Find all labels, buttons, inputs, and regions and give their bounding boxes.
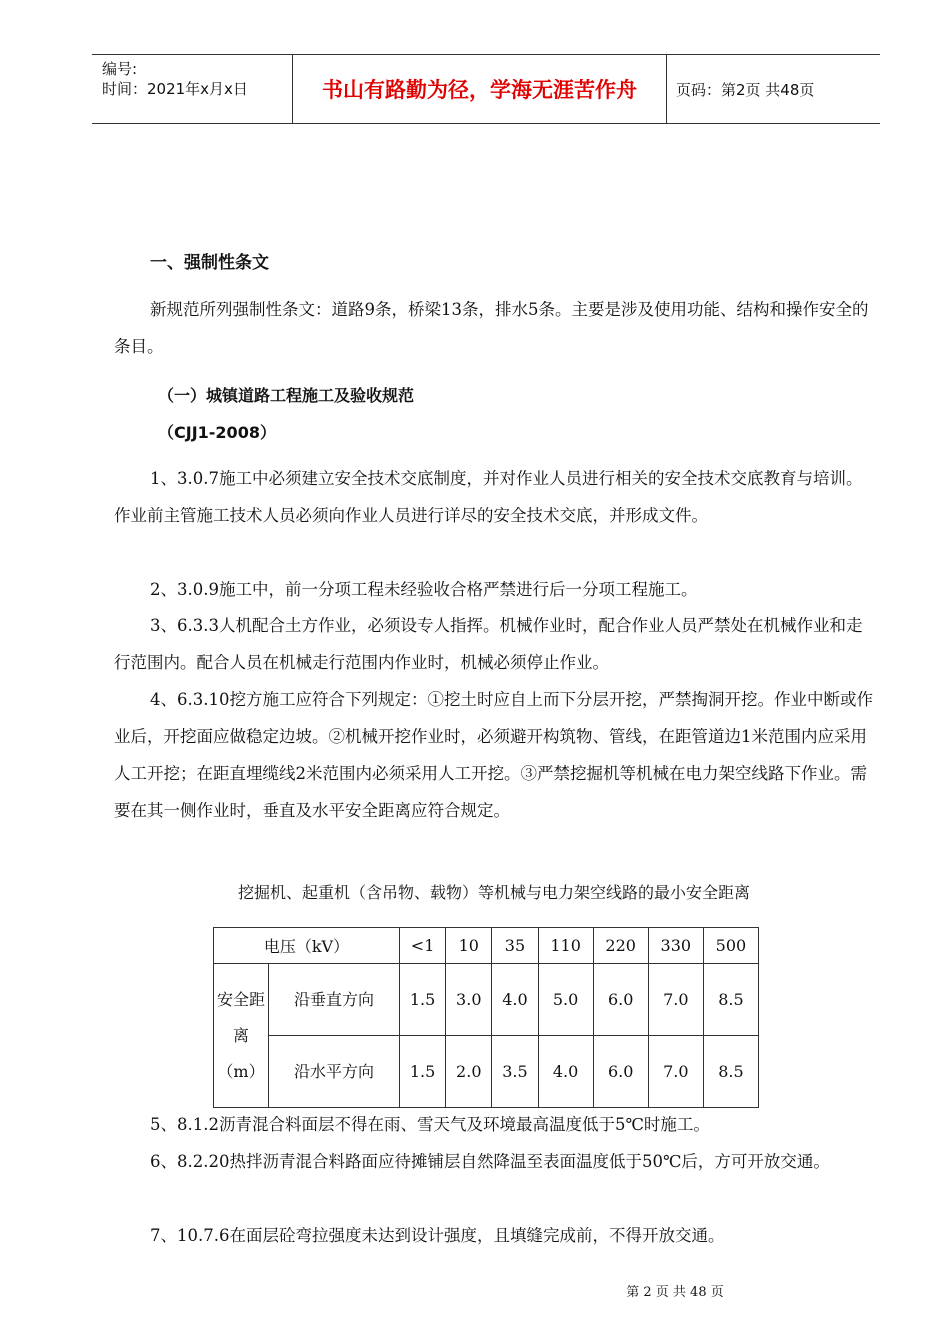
page-header [92, 54, 880, 124]
voltage-cell: <1 [400, 928, 446, 964]
distance-cell: 7.0 [648, 1036, 703, 1108]
distance-cell: 1.5 [400, 1036, 446, 1108]
document-time-label: 时间：2021年x月x日 [102, 80, 248, 98]
safety-distance-table [213, 927, 759, 1108]
safety-distance-label: 安全距离（m） [214, 964, 269, 1108]
item-3: 3、6.3.3人机配合土方作业，必须设专人指挥。机械作业时，配合作业人员严禁处在机械作业和走行范围内。配合人员在机械走行范围内作业时，机械必须停止作业。 [114, 616, 863, 672]
item-1: 1、3.0.7施工中必须建立安全技术交底制度，并对作业人员进行相关的安全技术交底教育与培训。作业前主管施工技术人员必须向作业人员进行详尽的安全技术交底，并形成文件。 [114, 469, 863, 525]
distance-cell: 7.0 [648, 964, 703, 1036]
distance-cell: 8.5 [703, 964, 758, 1036]
subsection-title: （一）城镇道路工程施工及验收规范 [158, 386, 415, 405]
distance-cell: 3.5 [492, 1036, 538, 1108]
item-5: 5、8.1.2沥青混合料面层不得在雨、雪天气及环境最高温度低于5℃时施工。 [150, 1115, 710, 1134]
subsection-code: （CJJ1-2008） [158, 423, 276, 442]
table-caption: 挖掘机、起重机（含吊物、载物）等机械与电力架空线路的最小安全距离 [237, 883, 750, 902]
item-7: 7、10.7.6在面层砼弯拉强度未达到设计强度，且填缝完成前，不得开放交通。 [150, 1226, 725, 1245]
horizontal-distance-row [214, 1036, 759, 1108]
section-title: 一、强制性条文 [150, 253, 269, 273]
distance-cell: 3.0 [446, 964, 492, 1036]
distance-cell: 1.5 [400, 964, 446, 1036]
voltage-cell: 35 [492, 928, 538, 964]
intro-paragraph: 新规范所列强制性条文：道路9条，桥梁13条，排水5条。主要是涉及使用功能、结构和操作安全的条目。 [114, 300, 869, 356]
voltage-cell: 220 [593, 928, 648, 964]
row-label: 沿垂直方向 [269, 964, 400, 1036]
header-motto: 书山有路勤为径，学海无涯苦作舟 [292, 55, 667, 123]
distance-cell: 4.0 [492, 964, 538, 1036]
distance-cell: 6.0 [593, 1036, 648, 1108]
voltage-label: 电压（kV） [214, 928, 400, 964]
voltage-row [214, 928, 759, 964]
voltage-cell: 330 [648, 928, 703, 964]
item-6: 6、8.2.20热拌沥青混合料路面应待摊铺层自然降温至表面温度低于50℃后，方可开放交通。 [150, 1152, 830, 1171]
voltage-cell: 10 [446, 928, 492, 964]
vertical-distance-row [214, 964, 759, 1036]
row-label: 沿水平方向 [269, 1036, 400, 1108]
item-2: 2、3.0.9施工中，前一分项工程未经验收合格严禁进行后一分项工程施工。 [150, 580, 698, 599]
distance-cell: 6.0 [593, 964, 648, 1036]
header-page-number: 页码：第2页 共48页 [676, 80, 815, 99]
distance-cell: 5.0 [538, 964, 593, 1036]
distance-cell: 4.0 [538, 1036, 593, 1108]
document-number-label: 编号: [102, 60, 138, 78]
voltage-cell: 110 [538, 928, 593, 964]
item-4: 4、6.3.10挖方施工应符合下列规定：①挖土时应自上而下分层开挖，严禁掏洞开挖。作业中断或作业后，开挖面应做稳定边坡。②机械开挖作业时，必须避开构筑物、管线，在距管道边1米范围内应采用人工开挖；在距直埋缆线2米范围内必须采用人工开挖。③严禁挖掘机等机械在电力架空线路下作业。需要在其一侧作业时，垂直及水平安全距离应符合规定。 [114, 690, 873, 820]
header-info [92, 55, 292, 123]
voltage-cell: 500 [703, 928, 758, 964]
distance-cell: 2.0 [446, 1036, 492, 1108]
page-footer: 第 2 页 共 48 页 [626, 1285, 724, 1300]
distance-cell: 8.5 [703, 1036, 758, 1108]
